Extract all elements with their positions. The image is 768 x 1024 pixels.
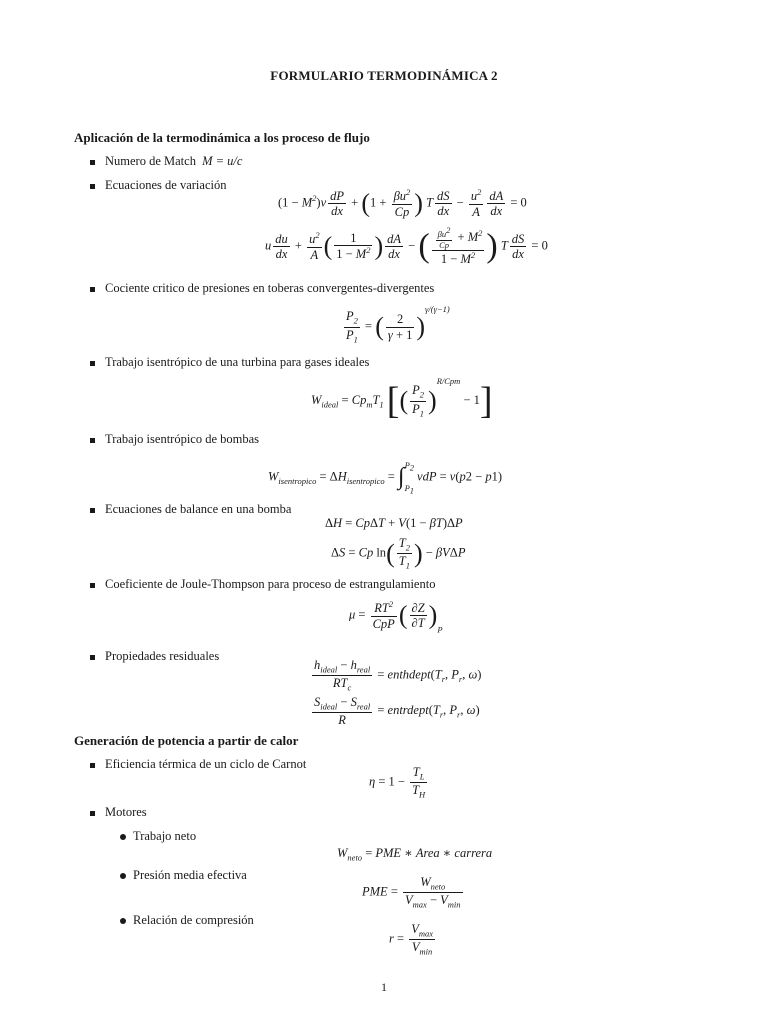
equation-variacion-2: u $\frac{du}{dx}$ + $\frac{u^2}{A}$ ( $\frac{1}{1 - M^2}$ ) $\frac{dA}{dx}$ − ( $\frac{\beta u^2}{Cp}$ + $M^2$ $1 - M^2$ ) T $\frac{dS}{dx}$ = 0 — [265, 225, 548, 267]
list-item-carnot — [91, 757, 306, 772]
item-label: Numero de Match — [105, 154, 196, 168]
list-item-turbina — [91, 355, 369, 370]
sublist-item-relacion-compresion — [120, 913, 254, 928]
list-item-variacion — [91, 178, 226, 193]
item-label: Motores — [105, 805, 147, 819]
item-label: Cociente critico de presiones en toberas convergentes-divergentes — [105, 281, 435, 295]
equation-relacion-compresion: r = $\frac{V_{max}}{V_{min}}$ — [389, 922, 433, 957]
item-label: Ecuaciones de variación — [105, 178, 227, 192]
page-title: FORMULARIO TERMODINÁMICA 2 — [270, 68, 498, 83]
equation-balance-s: ΔS = Cp ln( $\frac{T_2}{T_1}$ ) − βVΔP — [331, 536, 466, 571]
list-item-motores — [91, 805, 147, 820]
equation-pme: PME = $\frac{W_{neto}}{V_{max} - V_{min}}$ — [362, 875, 461, 910]
item-label: Propiedades residuales — [105, 649, 220, 663]
item-label: Coeficiente de Joule-Thompson para proceso de estrangulamiento — [105, 577, 436, 591]
item-label: Trabajo isentrópico de una turbina para gases ideales — [105, 355, 370, 369]
list-item-residuales — [91, 649, 219, 664]
list-item-mach — [91, 154, 242, 169]
equation-trabajo-neto: $W_{neto}$ = PME ∗ Area ∗ carrera — [337, 846, 493, 863]
equation-variacion-1: $(1 - M^2)v$ $\frac{dP}{dx}$ + (1 + $\frac{\beta u^2}{Cp}$ ) T $\frac{dS}{dx}$ − $\frac{u^2}{A}$ $\frac{dA}{dx}$ = 0 — [278, 187, 527, 219]
subitem-label: Relación de compresión — [133, 913, 254, 927]
equation-joule-thompson: μ = $\frac{RT^2}{\text{CpP}}$ ( $\frac{\partial Z}{\partial T}$ )$_P$ — [349, 599, 443, 635]
subitem-label: Trabajo neto — [133, 829, 197, 843]
section-heading-potencia: Generación de potencia a partir de calor — [74, 733, 299, 748]
item-label: Eficiencia térmica de un ciclo de Carnot — [105, 757, 307, 771]
equation-residual-s: $\frac{S_{ideal} - S_{real}}{R}$ = $entrdept(T_r$, $P_r$, ω) — [314, 695, 480, 728]
subitem-label: Presión media efectiva — [133, 868, 247, 882]
list-item-balance-bomba — [91, 502, 291, 517]
equation-residual-h: $\frac{h_{ideal} - h_{real}}{RT_c}$ = $enthdept(T_r$, $P_r$, ω) — [314, 658, 482, 693]
list-item-cociente — [91, 281, 434, 296]
equation-carnot: η = 1 − $\frac{T_L}{T_H}$ — [369, 765, 426, 800]
item-label: Trabajo isentrópico de bombas — [105, 432, 260, 446]
page-number: 1 — [381, 980, 387, 994]
equation-balance-h: ΔH = CpΔT + V(1 − βT)ΔP — [325, 516, 463, 530]
section-heading-flujo: Aplicación de la termodinámica a los proceso de flujo — [74, 130, 370, 145]
sublist-item-trabajo-neto — [120, 829, 196, 844]
equation-turbina: $W_{ideal} = Cp_mT_1$ [( $\frac{P_2}{P_1}$ )$^{R/Cpm}$ − 1] — [311, 376, 493, 423]
list-item-joule-thompson — [91, 577, 435, 592]
list-item-bombas — [91, 432, 259, 447]
sublist-item-pme — [120, 868, 247, 883]
equation-cociente: $\frac{P_2}{P_1}$ = ( $\frac{2}{\gamma + 1}$ )$^{\gamma/(\gamma-1)}$ — [346, 304, 450, 345]
mach-formula: M = u/c — [202, 154, 243, 168]
equation-bombas: $W_{isentropico} = \Delta H_{isentropico}$ = ∫ $P_2$ $P_1$ vdP = v(p2 − p1) — [268, 460, 502, 496]
item-label: Ecuaciones de balance en una bomba — [105, 502, 292, 516]
